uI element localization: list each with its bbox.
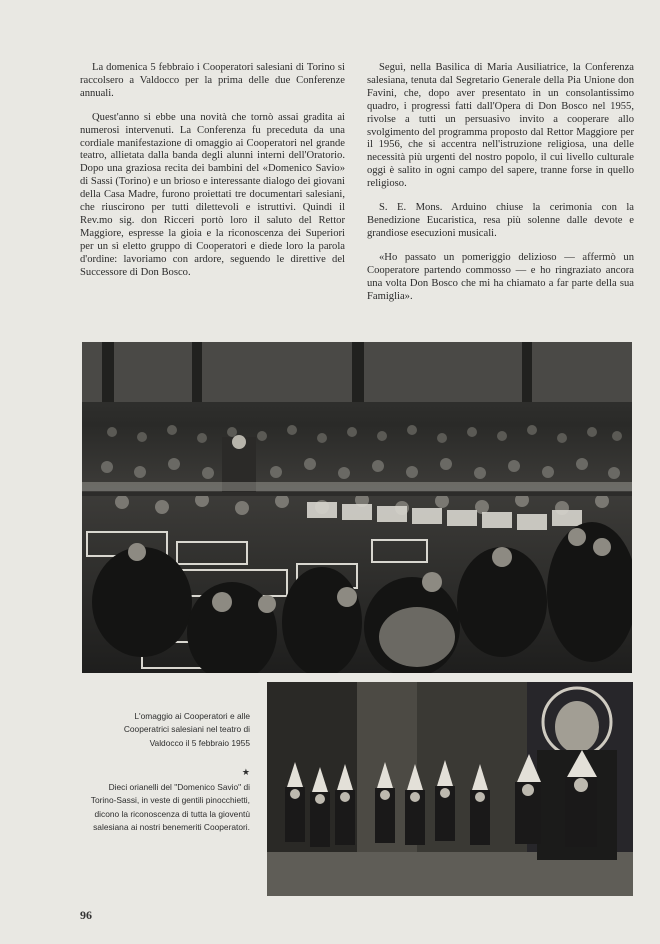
theatre-audience-photo bbox=[82, 342, 632, 673]
caption-theatre: L'omaggio ai Cooperatori e alle Cooperatrici salesiani nel teatro di Valdocco il 5 febbraio 1955 bbox=[123, 711, 250, 748]
caption-panel bbox=[84, 680, 264, 896]
paragraph-quote: «Ho passato un pomeriggio delizioso — affermò un Cooperatore partendo commosso — e ho ringraziato ancora una volta Don Bosco che mi ha chiamato a far parte della sua Famiglia». bbox=[367, 251, 634, 302]
right-text-column bbox=[367, 62, 634, 314]
caption-separator-star: ★ bbox=[241, 767, 250, 777]
page-number: 96 bbox=[80, 908, 92, 922]
children-stage-photo bbox=[267, 682, 633, 896]
theatre-audience-photo-illustration bbox=[82, 342, 632, 673]
left-text-column bbox=[80, 62, 345, 291]
paragraph-intro: La domenica 5 febbraio i Cooperatori salesiani di Torino si raccolsero a Valdocco per la prima delle due Conferenze annuali. bbox=[80, 62, 345, 99]
paragraph-novelty: Quest'anno si ebbe una novità che tornò assai gradita ai numerosi intervenuti. La Conferenza fu preceduta da una cordiale manifestazione di omaggio ai Cooperatori nel grande teatro, allietata dalla banda degli alunni interni dell'Oratorio. Dopo una graziosa recita dei bambini del «Domenico Savio» di Sassi (Torino) e un brioso e interessante dialogo dei giovani della Casa Madre, furono proiettati tre documentari salesiani, che riuscirono per tutti dilettevoli e istruttivi. Quindi il Rev.mo sig. don Ricceri portò loro il saluto del Rettor Maggiore, espresse la gioia e la riconoscenza dei Superiori per un sì eletto gruppo di Cooperatori e diede loro la parola d'ordine: lavoriamo con ardore, seguendo le direttive del Successore di Don Bosco. bbox=[80, 111, 345, 278]
children-stage-photo-illustration bbox=[267, 682, 633, 896]
paragraph-conference: Seguì, nella Basilica di Maria Ausiliatrice, la Conferenza salesiana, tenuta dal Segretario Generale della Pia Unione don Favini, che, dopo aver presentato in un consolantissimo quadro, i progressi fatti dall'Opera di Don Bosco nel 1955, rivolse a tutti un persuasivo invito a cooperare allo svolgimento del programma proposto dal Rettor Maggiore per il 1956, che si accentra nell'istruzione religiosa, una delle necessità più urgenti del nostro popolo, il cui livello culturale oggi è salito in ogni campo del sapere, tranne forse in quello religioso. bbox=[367, 62, 634, 190]
caption-children: Dieci orianelli del "Domenico Savio" di Torino-Sassi, in veste di gentili pinocchietti, dicono la riconoscenza di tutta la gioventù salesiana ai nostri benemeriti Cooperatori. bbox=[90, 782, 250, 833]
paragraph-benediction: S. E. Mons. Arduino chiuse la cerimonia con la Benedizione Eucaristica, resa più solenne dalle devote e grandiose esecuzioni musicali. bbox=[367, 202, 634, 239]
